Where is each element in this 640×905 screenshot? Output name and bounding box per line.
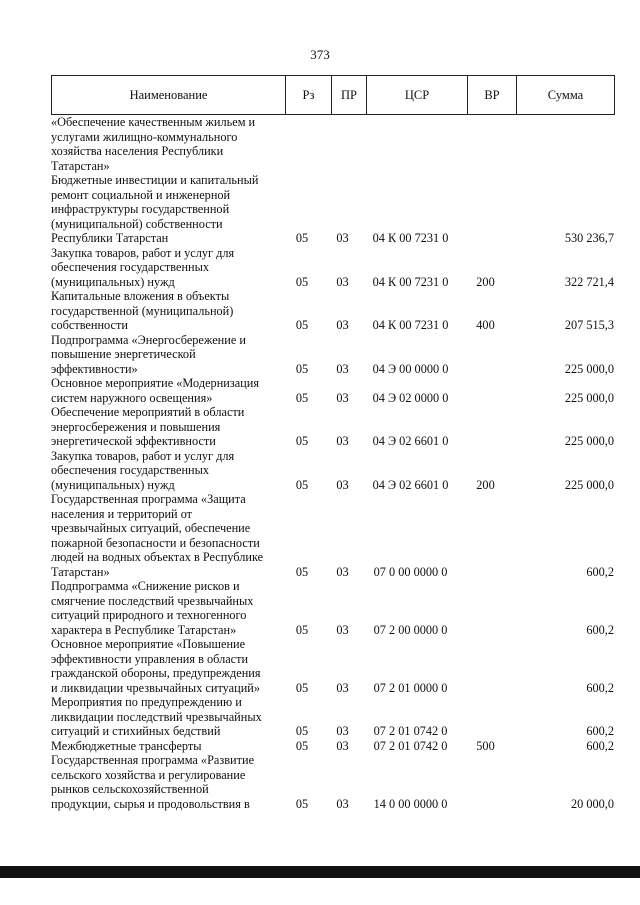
row-name-line: повышение энергетической [51, 347, 196, 361]
table-row [51, 753, 614, 811]
row-name-line: эффективности» [51, 361, 138, 376]
table-row [51, 405, 614, 449]
row-name-line: Подпрограмма «Снижение рисков и [51, 579, 240, 593]
row-name-line: Обеспечение мероприятий в области [51, 405, 245, 419]
row-name-line: энергосбережения и повышения [51, 419, 221, 434]
row-sum: 225 000,0 [564, 434, 614, 448]
row-name [51, 579, 279, 637]
row-name-line: Мероприятия по предупреждению и [51, 695, 242, 709]
table-row [51, 492, 614, 579]
row-csr: 07 2 01 0742 0 [373, 724, 448, 738]
column-header-vr: ВР [468, 76, 517, 115]
row-vr: 400 [476, 318, 495, 332]
table-row [51, 579, 614, 637]
table-row [51, 376, 614, 405]
row-sum: 225 000,0 [564, 361, 614, 376]
row-name-line: пожарной безопасности и безопасности [51, 535, 260, 550]
row-name-line: населения и территорий от [51, 506, 193, 521]
row-csr: 07 2 01 0000 0 [373, 680, 448, 695]
column-header-name: Наименование [52, 76, 286, 115]
row-name [51, 753, 279, 811]
row-name-line: собственности [51, 318, 128, 332]
page-number: 373 [310, 47, 330, 62]
row-name-line: ситуаций и стихийных бедствий [51, 724, 221, 738]
row-name-line: государственной (муниципальной) [51, 303, 234, 318]
table-header [51, 75, 615, 115]
row-name-line: (муниципальных) нужд [51, 274, 175, 289]
row-pr: 03 [336, 724, 349, 738]
row-name-line: услугами жилищно-коммунального [51, 129, 238, 144]
table-row [51, 637, 614, 695]
row-rz: 05 [295, 622, 309, 637]
row-name-line: Основное мероприятие «Модернизация [51, 376, 260, 390]
row-name-line: Татарстан» [51, 564, 110, 579]
row-pr: 03 [336, 564, 349, 579]
row-sum: 225 000,0 [564, 390, 614, 405]
row-pr: 03 [336, 390, 349, 405]
row-sum: 600,2 [586, 680, 614, 695]
row-name-line: смягчение последствий чрезвычайных [51, 593, 254, 608]
row-pr: 03 [336, 622, 349, 637]
row-name-line: систем наружного освещения» [51, 390, 213, 405]
row-rz: 05 [295, 318, 309, 332]
row-name [51, 289, 279, 333]
row-csr: 04 Э 02 6601 0 [372, 477, 449, 492]
row-sum: 600,2 [586, 738, 614, 753]
row-sum: 600,2 [586, 622, 614, 637]
row-name-line: Капитальные вложения в объекты [51, 289, 230, 303]
row-name-line: чрезвычайных ситуаций, обеспечение [51, 521, 251, 535]
row-rz: 05 [295, 361, 309, 376]
row-rz: 05 [295, 680, 309, 695]
row-name-line: характера в Республике Татарстан» [51, 622, 237, 637]
row-rz: 05 [295, 231, 309, 245]
row-sum: 225 000,0 [564, 477, 614, 492]
row-name-line: Республики Татарстан [51, 231, 169, 245]
table-row [51, 246, 614, 290]
row-pr: 03 [336, 796, 349, 811]
row-vr: 200 [476, 274, 495, 289]
row-name [51, 246, 279, 290]
row-name [51, 637, 279, 695]
row-name-line: Государственная программа «Развитие [51, 753, 255, 767]
row-rz: 05 [295, 477, 309, 492]
row-pr: 03 [336, 274, 349, 289]
row-rz: 05 [295, 738, 309, 753]
row-sum: 530 236,7 [564, 231, 614, 245]
row-name-line: и ликвидации чрезвычайных ситуаций» [51, 680, 261, 695]
row-rz: 05 [295, 724, 309, 738]
row-name-line: Бюджетные инвестиции и капитальный [51, 173, 259, 187]
row-csr: 04 К 00 7231 0 [372, 318, 449, 332]
row-name [51, 405, 279, 449]
row-sum: 600,2 [586, 564, 614, 579]
row-name-line: Закупка товаров, работ и услуг для [51, 448, 235, 463]
table-row [51, 173, 614, 246]
row-name-line: хозяйства населения Республики [51, 144, 224, 158]
row-name [51, 173, 279, 246]
row-name-line: сельского хозяйства и регулирование [51, 767, 246, 782]
row-rz: 05 [295, 796, 309, 811]
row-name-line: (муниципальных) нужд [51, 477, 175, 492]
row-csr: 04 Э 02 0000 0 [372, 390, 449, 405]
row-pr: 03 [336, 477, 349, 492]
row-rz: 05 [295, 564, 309, 579]
row-pr: 03 [336, 318, 349, 332]
row-rz: 05 [295, 434, 309, 448]
row-name-line: ситуаций природного и техногенного [51, 608, 247, 622]
row-name [51, 333, 279, 377]
row-name-line: эффективности управления в области [51, 651, 249, 666]
row-pr: 03 [336, 434, 349, 448]
table-body [51, 115, 614, 811]
row-name [51, 695, 279, 739]
row-name-line: гражданской обороны, предупреждения [51, 666, 261, 680]
row-name [51, 492, 279, 579]
row-name-line: обеспечения государственных [51, 260, 210, 274]
row-name [51, 739, 279, 754]
row-vr: 500 [476, 738, 495, 753]
row-csr: 04 Э 00 0000 0 [372, 361, 449, 376]
table-row [51, 695, 614, 739]
row-name-line: Межбюджетные трансферты [51, 738, 202, 753]
row-csr: 07 0 00 0000 0 [373, 564, 448, 579]
row-name-line: «Обеспечение качественным жильем и [51, 115, 256, 129]
row-name-line: Татарстан» [51, 158, 110, 173]
row-name [51, 449, 279, 493]
table-row [51, 449, 614, 493]
row-name-line: Государственная программа «Защита [51, 492, 246, 506]
row-pr: 03 [336, 361, 349, 376]
row-name [51, 376, 279, 405]
row-csr: 04 К 00 7231 0 [372, 274, 449, 289]
row-name-line: обеспечения государственных [51, 463, 210, 477]
row-name [51, 115, 279, 173]
row-pr: 03 [336, 231, 349, 245]
row-sum: 322 721,4 [564, 274, 614, 289]
column-header-csr: ЦСР [367, 76, 468, 115]
row-sum: 600,2 [586, 724, 614, 738]
table-row [51, 289, 614, 333]
row-sum: 20 000,0 [570, 796, 614, 811]
row-name-line: ремонт социальной и инженерной [51, 187, 231, 202]
row-name-line: Основное мероприятие «Повышение [51, 637, 246, 651]
row-pr: 03 [336, 680, 349, 695]
row-vr: 200 [476, 477, 495, 492]
row-csr: 07 2 01 0742 0 [373, 738, 448, 753]
row-pr: 03 [336, 738, 349, 753]
row-name-line: Подпрограмма «Энергосбережение и [51, 332, 246, 347]
row-csr: 07 2 00 0000 0 [373, 622, 448, 637]
scan-bottom-border [0, 866, 640, 878]
row-name-line: энергетической эффективности [51, 434, 216, 448]
row-name-line: ликвидации последствий чрезвычайных [51, 709, 262, 724]
row-name-line: людей на водных объектах в Республике [51, 550, 264, 564]
table-row [51, 739, 614, 754]
table-row [51, 333, 614, 377]
row-name-line: инфраструктуры государственной [51, 202, 230, 216]
table-row [51, 115, 614, 173]
column-header-pr: ПР [332, 76, 367, 115]
row-name-line: Закупка товаров, работ и услуг для [51, 245, 235, 260]
row-rz: 05 [295, 274, 309, 289]
row-csr: 14 0 00 0000 0 [373, 796, 448, 811]
row-csr: 04 Э 02 6601 0 [372, 434, 449, 448]
row-csr: 04 К 00 7231 0 [372, 231, 449, 245]
row-name-line: рынков сельскохозяйственной [51, 782, 209, 796]
row-name-line: (муниципальной) собственности [51, 216, 223, 231]
row-name-line: продукции, сырья и продовольствия в [51, 796, 250, 811]
row-rz: 05 [295, 390, 309, 405]
column-header-rz: Рз [286, 76, 332, 115]
row-sum: 207 515,3 [564, 318, 614, 332]
column-header-sum: Сумма [517, 76, 615, 115]
